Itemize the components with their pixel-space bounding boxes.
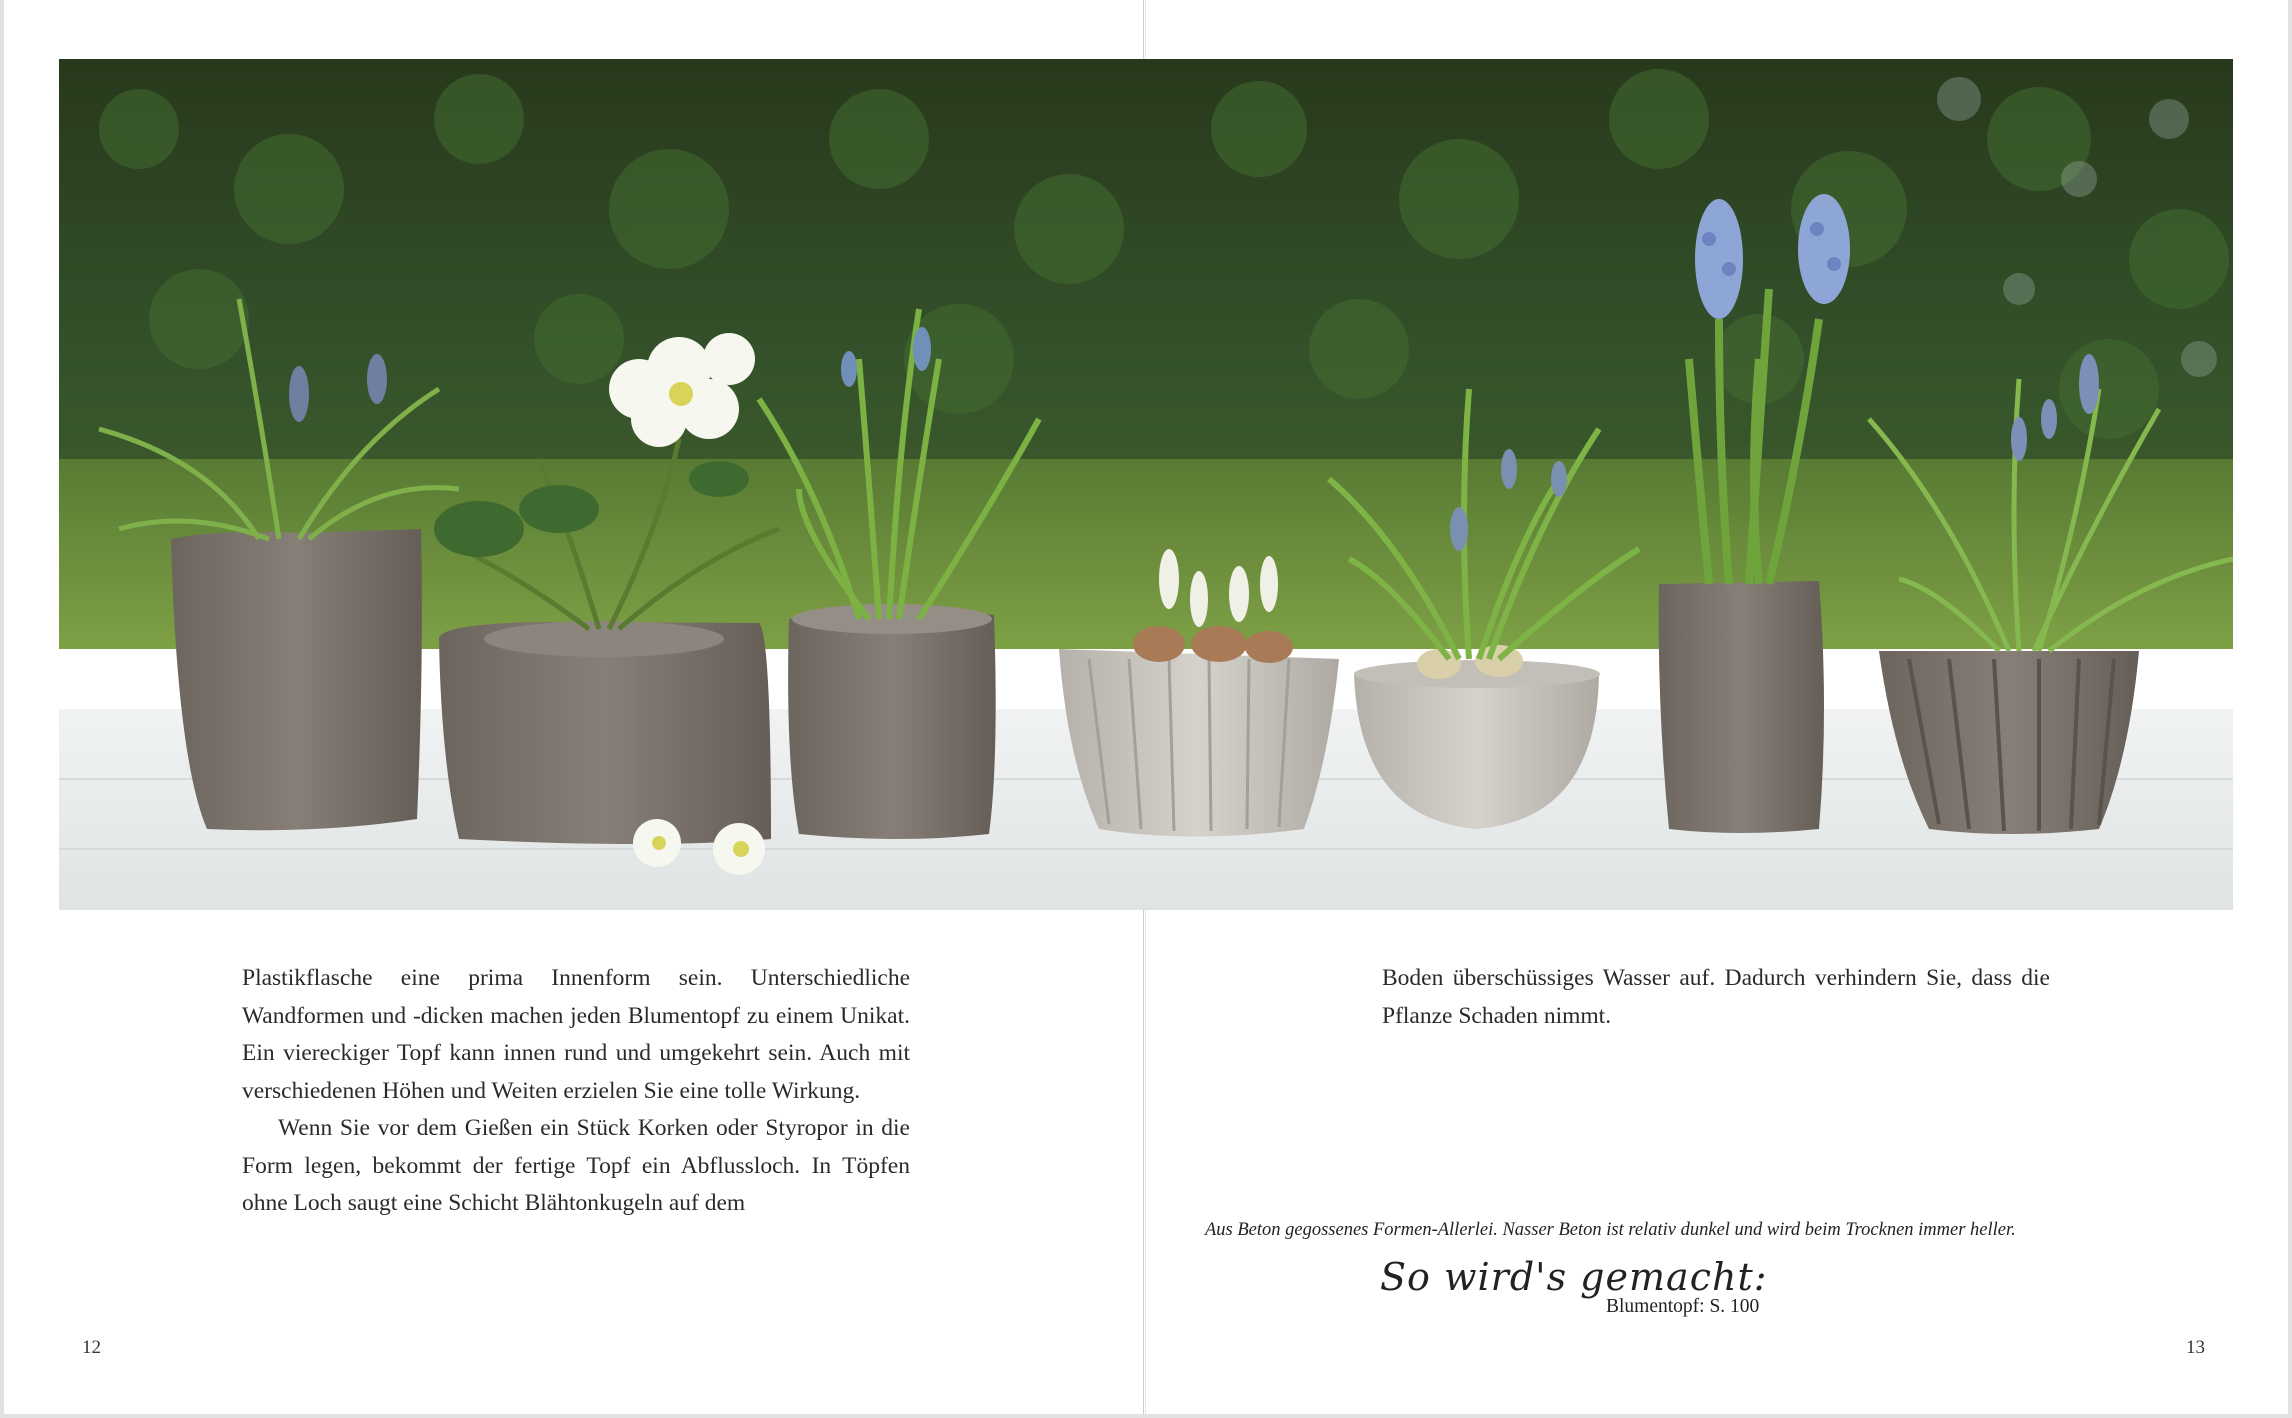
paragraph: Boden überschüssiges Wasser auf. Dadurch verhindern Sie, dass die Pflanze Schaden nimmt. (1382, 965, 2050, 1029)
paragraph: Plastikflasche eine prima Innenform sein. Unterschiedliche Wandformen und -dicken machen jeden Blumentopf zu einem Unikat. Ein viereckiger Topf kann innen rund und umgekehrt sein. Auch mit verschiedenen Höhen und Weiten erzielen Sie eine tolle Wirkung. (242, 965, 910, 1104)
page-number-right: 13 (2186, 1337, 2205, 1358)
left-body-text (242, 960, 910, 1223)
page-edge (0, 0, 4, 1418)
howto-reference (1380, 1255, 1980, 1345)
page-number-left: 12 (82, 1337, 101, 1358)
page-edge (2288, 0, 2292, 1418)
photo-caption: Aus Beton gegossenes Formen-Allerlei. Nasser Beton ist relativ dunkel und wird beim Trocknen immer heller. (1205, 1220, 2016, 1240)
right-body-text (1382, 960, 2050, 1035)
howto-script-heading: So wird's gemacht: (1380, 1255, 1768, 1299)
howto-page-reference: Blumentopf: S. 100 (1606, 1296, 1760, 1317)
concrete-pots-photo (59, 59, 2233, 910)
page-edge (0, 1414, 2292, 1418)
paragraph: Wenn Sie vor dem Gießen ein Stück Korken oder Styropor in die Form legen, bekommt der fertige Topf ein Abflussloch. In Töpfen ohne Loch saugt eine Schicht Blähtonkugeln auf dem (242, 1115, 910, 1216)
